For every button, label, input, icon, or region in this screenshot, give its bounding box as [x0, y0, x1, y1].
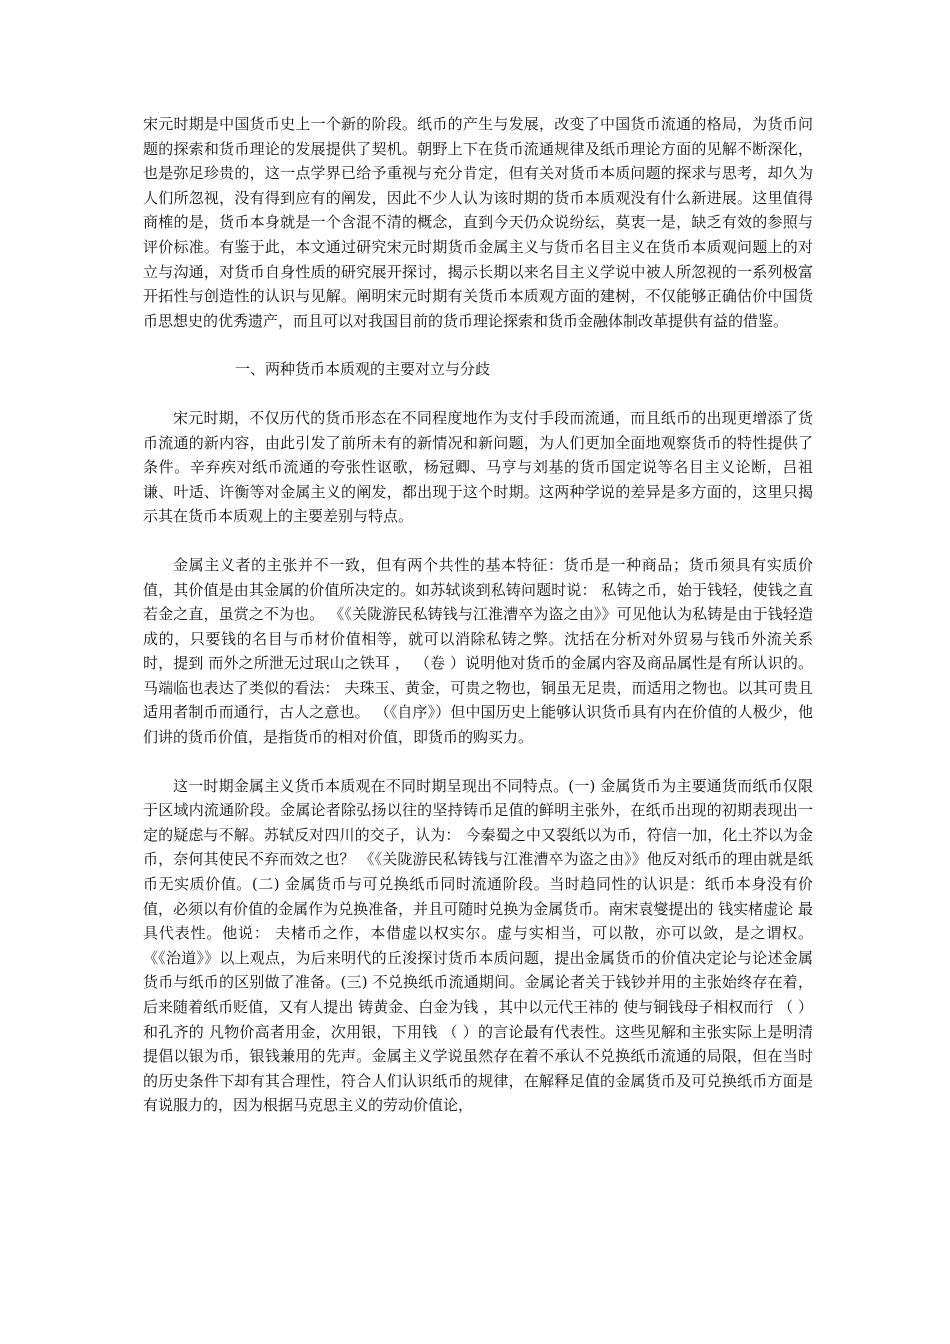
section-heading: 一、两种货币本质观的主要对立与分歧 — [235, 360, 491, 379]
intro-paragraph: 宋元时期是中国货币史上一个新的阶段。纸币的产生与发展，改变了中国货币流通的格局，为货币问题的探索和货币理论的发展提供了契机。朝野上下在货币流通规律及纸币理论方面的见解不断深化，也是弥足珍贵的，这一点学界已给予重视与充分肯定，但有关对货币本质问题的探求与思考，却久为人们所忽视，没有得到应有的阐发，因此不少人认为该时期的货币本质观没有什么新进展。这里值得商榷的是，货币本身就是一个含混不清的概念，直到今天仍众说纷纭，莫衷一是，缺乏有效的参照与评价标准。有鉴于此，本文通过研究宋元时期货币金属主义与货币名目主义在货币本质观问题上的对立与沟通，对货币自身性质的研究展开探讨，揭示长期以来名目主义学说中被人所忽视的一系列极富开拓性与创造性的认识与见解。阐明宋元时期有关货币本质观方面的建树，不仅能够正确估价中国货币思想史的优秀遗产，而且可以对我国目前的货币理论探索和货币金融体制改革提供有益的借鉴。 — [143, 115, 813, 330]
body-paragraph-1: 宋元时期，不仅历代的货币形态在不同程度地作为支付手段而流通，而且纸币的出现更增添了货币流通的新内容，由此引发了前所未有的新情况和新问题，为人们更加全面地观察货币的特性提供了条件。辛弃疾对纸币流通的夸张性讴歌，杨冠卿、马亨与刘基的货币国定说等名目主义论断，吕祖谦、叶适、许衡等对金属主义的阐发，都出现于这个时期。这两种学说的差异是多方面的，这里只揭示其在货币本质观上的主要差别与特点。 — [143, 408, 813, 526]
body-paragraph-2: 金属主义者的主张并不一致，但有两个共性的基本特征：货币是一种商品；货币须具有实质价值，其价值是由其金属的价值所决定的。如苏轼谈到私铸问题时说： 私铸之币，始于钱轻，使钱之直若金之直，虽赏之不为也。 《《关陇游民私铸钱与江淮漕卒为盗之由》》可见他认为私铸是由于钱轻造成的，只要钱的名目与币材价值相等，就可以消除私铸之弊。沈括在分析对外贸易与钱币外流关系时，提到 而外之所泄无过珉山之铁耳 ， （卷 ）说明他对货币的金属内容及商品属性是有所认识的。马端临也表达了类似的看法： 夫珠玉、黄金，可贵之物也，铜虽无足贵，而适用之物也。以其可贵且适用者制币而通行，古人之意也。 （《自序》）但中国历史上能够认识货币具有内在价值的人极少，他们讲的货币价值，是指货币的相对价值，即货币的购买力。 — [143, 555, 813, 747]
document-body — [143, 112, 813, 1118]
body-paragraph-3: 这一时期金属主义货币本质观在不同时期呈现出不同特点。(一) 金属货币为主要通货而纸币仅限于区域内流通阶段。金属论者除弘扬以往的坚持铸币足值的鲜明主张外，在纸币出现的初期表现出一定的疑虑与不解。苏轼反对四川的交子，认为： 今秦蜀之中又裂纸以为币，符信一加，化土芥以为金币，奈何其使民不弃而效之也？ 《《关陇游民私铸钱与江淮漕卒为盗之由》》他反对纸币的理由就是纸币无实质价值。(二) 金属货币与可兑换纸币同时流通阶段。当时趋同性的认识是：纸币本身没有价值，必须以有价值的金属作为兑换准备，并且可随时兑换为金属货币。南宋袁燮提出的 钱实楮虚论 最具代表性。他说： 夫楮币之作，本借虚以权实尔。虚与实相当，可以散，亦可以敛，是之谓权。 《《治道》》以上观点，为后来明代的丘浚探讨货币本质问题，提出金属货币的价值决定论与论述金属货币与纸币的区别做了准备。(三) 不兑换纸币流通期间。金属论者关于钱钞并用的主张始终存在着，后来随着纸币贬值，又有人提出 铸黄金、白金为钱 ，其中以元代王祎的 使与铜钱母子相权而行 （ ）和孔齐的 凡物价高者用金，次用银，下用钱 （ ）的言论最有代表性。这些见解和主张实际上是明清提倡以银为币，银钱兼用的先声。金属主义学说虽然存在着不承认不兑换纸币流通的局限，但在当时的历史条件下却有其合理性，符合人们认识纸币的规律，在解释足值的金属货币及可兑换纸币方面是有说服力的，因为根据马克思主义的劳动价值论， — [143, 776, 813, 1115]
